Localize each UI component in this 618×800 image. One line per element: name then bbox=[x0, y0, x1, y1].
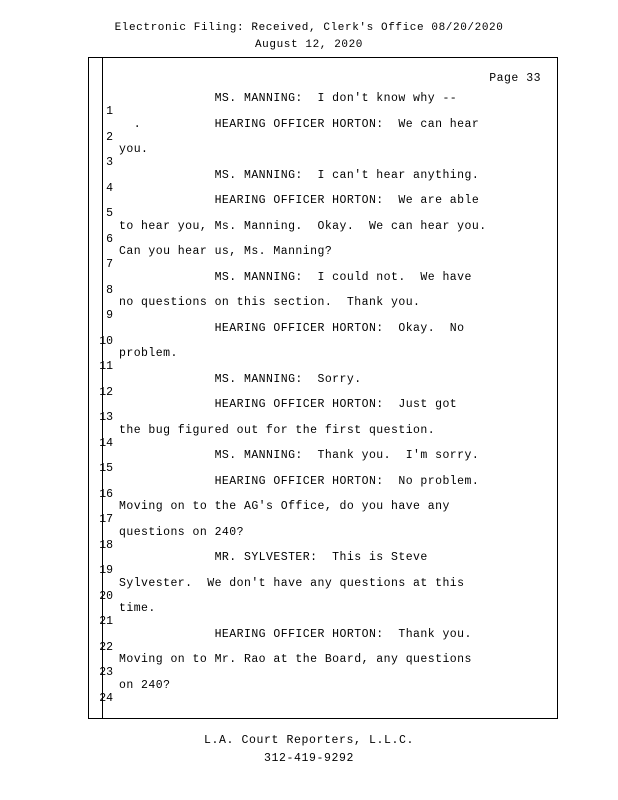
line-number: 10 bbox=[99, 334, 113, 348]
line-text: HEARING OFFICER HORTON: Okay. No bbox=[119, 321, 465, 335]
transcript-line bbox=[89, 449, 557, 475]
line-number: 23 bbox=[99, 666, 113, 679]
transcript-line bbox=[89, 628, 557, 654]
line-text: questions on 240? bbox=[119, 525, 244, 539]
transcript-line bbox=[89, 194, 557, 220]
transcript-line bbox=[89, 653, 557, 679]
line-text: MS. MANNING: I could not. We have bbox=[119, 270, 472, 284]
line-number: 21 bbox=[99, 615, 113, 628]
transcript-line bbox=[89, 602, 557, 628]
line-number: 4 bbox=[106, 181, 113, 195]
line-text: . HEARING OFFICER HORTON: We can hear bbox=[119, 117, 480, 131]
line-number: 9 bbox=[106, 309, 113, 322]
line-text: the bug figured out for the first question. bbox=[119, 423, 436, 437]
line-text: no questions on this section. Thank you. bbox=[119, 296, 421, 309]
footer-company: L.A. Court Reporters, L.L.C. bbox=[203, 734, 415, 747]
transcript-line bbox=[89, 118, 557, 144]
line-text: time. bbox=[119, 602, 156, 615]
line-number: 24 bbox=[99, 691, 113, 705]
transcript-line bbox=[89, 220, 557, 246]
line-text: HEARING OFFICER HORTON: Just got bbox=[119, 398, 458, 411]
transcript-line bbox=[89, 347, 557, 373]
line-number: 3 bbox=[106, 156, 113, 169]
transcript-line bbox=[89, 526, 557, 552]
line-text: HEARING OFFICER HORTON: We are able bbox=[119, 194, 480, 207]
filing-stamp-line-2: August 12, 2020 bbox=[254, 39, 364, 51]
transcript-line bbox=[89, 373, 557, 399]
page-footer bbox=[0, 732, 618, 768]
line-text: you. bbox=[119, 143, 149, 156]
transcript-lines bbox=[89, 92, 557, 704]
line-text: MS. MANNING: Sorry. bbox=[119, 372, 362, 386]
line-text: problem. bbox=[119, 347, 178, 360]
line-text: MS. MANNING: Thank you. I'm sorry. bbox=[119, 449, 480, 462]
footer-phone: 312-419-9292 bbox=[263, 752, 354, 765]
transcript-line bbox=[89, 169, 557, 195]
line-text: MR. SYLVESTER: This is Steve bbox=[119, 551, 428, 564]
line-text: to hear you, Ms. Manning. Okay. We can hear you. bbox=[119, 219, 487, 233]
transcript-line bbox=[89, 679, 557, 705]
line-text: Moving on to Mr. Rao at the Board, any questions bbox=[119, 653, 472, 666]
line-number: 7 bbox=[106, 258, 113, 271]
filing-stamp-line-1: Electronic Filing: Received, Clerk's Office 08/20/2020 bbox=[114, 22, 504, 34]
line-number: 16 bbox=[99, 487, 113, 501]
line-text: HEARING OFFICER HORTON: No problem. bbox=[119, 474, 480, 488]
transcript-line bbox=[89, 322, 557, 348]
line-number: 6 bbox=[106, 232, 113, 246]
transcript-line bbox=[89, 245, 557, 271]
filing-stamp bbox=[0, 20, 618, 54]
line-number: 22 bbox=[99, 640, 113, 654]
transcript-line bbox=[89, 92, 557, 118]
left-margin-rule bbox=[102, 58, 103, 718]
line-number: 18 bbox=[99, 538, 113, 552]
line-number: 5 bbox=[106, 207, 113, 220]
line-number: 1 bbox=[106, 105, 113, 118]
line-text: on 240? bbox=[119, 678, 171, 692]
page-number: Page 33 bbox=[489, 72, 541, 85]
line-number: 2 bbox=[106, 130, 113, 144]
line-number: 13 bbox=[99, 411, 113, 424]
line-text: Can you hear us, Ms. Manning? bbox=[119, 245, 333, 258]
transcript-line bbox=[89, 551, 557, 577]
transcript-line bbox=[89, 143, 557, 169]
line-text: HEARING OFFICER HORTON: Thank you. bbox=[119, 627, 472, 641]
line-number: 19 bbox=[99, 564, 113, 577]
line-text: Sylvester. We don't have any questions at this bbox=[119, 576, 465, 590]
line-number: 11 bbox=[99, 360, 113, 373]
transcript-body-border bbox=[88, 57, 558, 719]
transcript-line bbox=[89, 398, 557, 424]
transcript-line bbox=[89, 424, 557, 450]
line-number: 17 bbox=[99, 513, 113, 526]
line-number: 12 bbox=[99, 385, 113, 399]
transcript-line bbox=[89, 296, 557, 322]
line-number: 8 bbox=[106, 283, 113, 297]
transcript-line bbox=[89, 577, 557, 603]
line-text: Moving on to the AG's Office, do you have any bbox=[119, 500, 450, 513]
line-number: 14 bbox=[99, 436, 113, 450]
transcript-line bbox=[89, 500, 557, 526]
line-number: 20 bbox=[99, 589, 113, 603]
transcript-line bbox=[89, 475, 557, 501]
line-text: MS. MANNING: I can't hear anything. bbox=[119, 168, 480, 182]
line-number: 15 bbox=[99, 462, 113, 475]
transcript-line bbox=[89, 271, 557, 297]
line-text: MS. MANNING: I don't know why -- bbox=[119, 92, 458, 105]
